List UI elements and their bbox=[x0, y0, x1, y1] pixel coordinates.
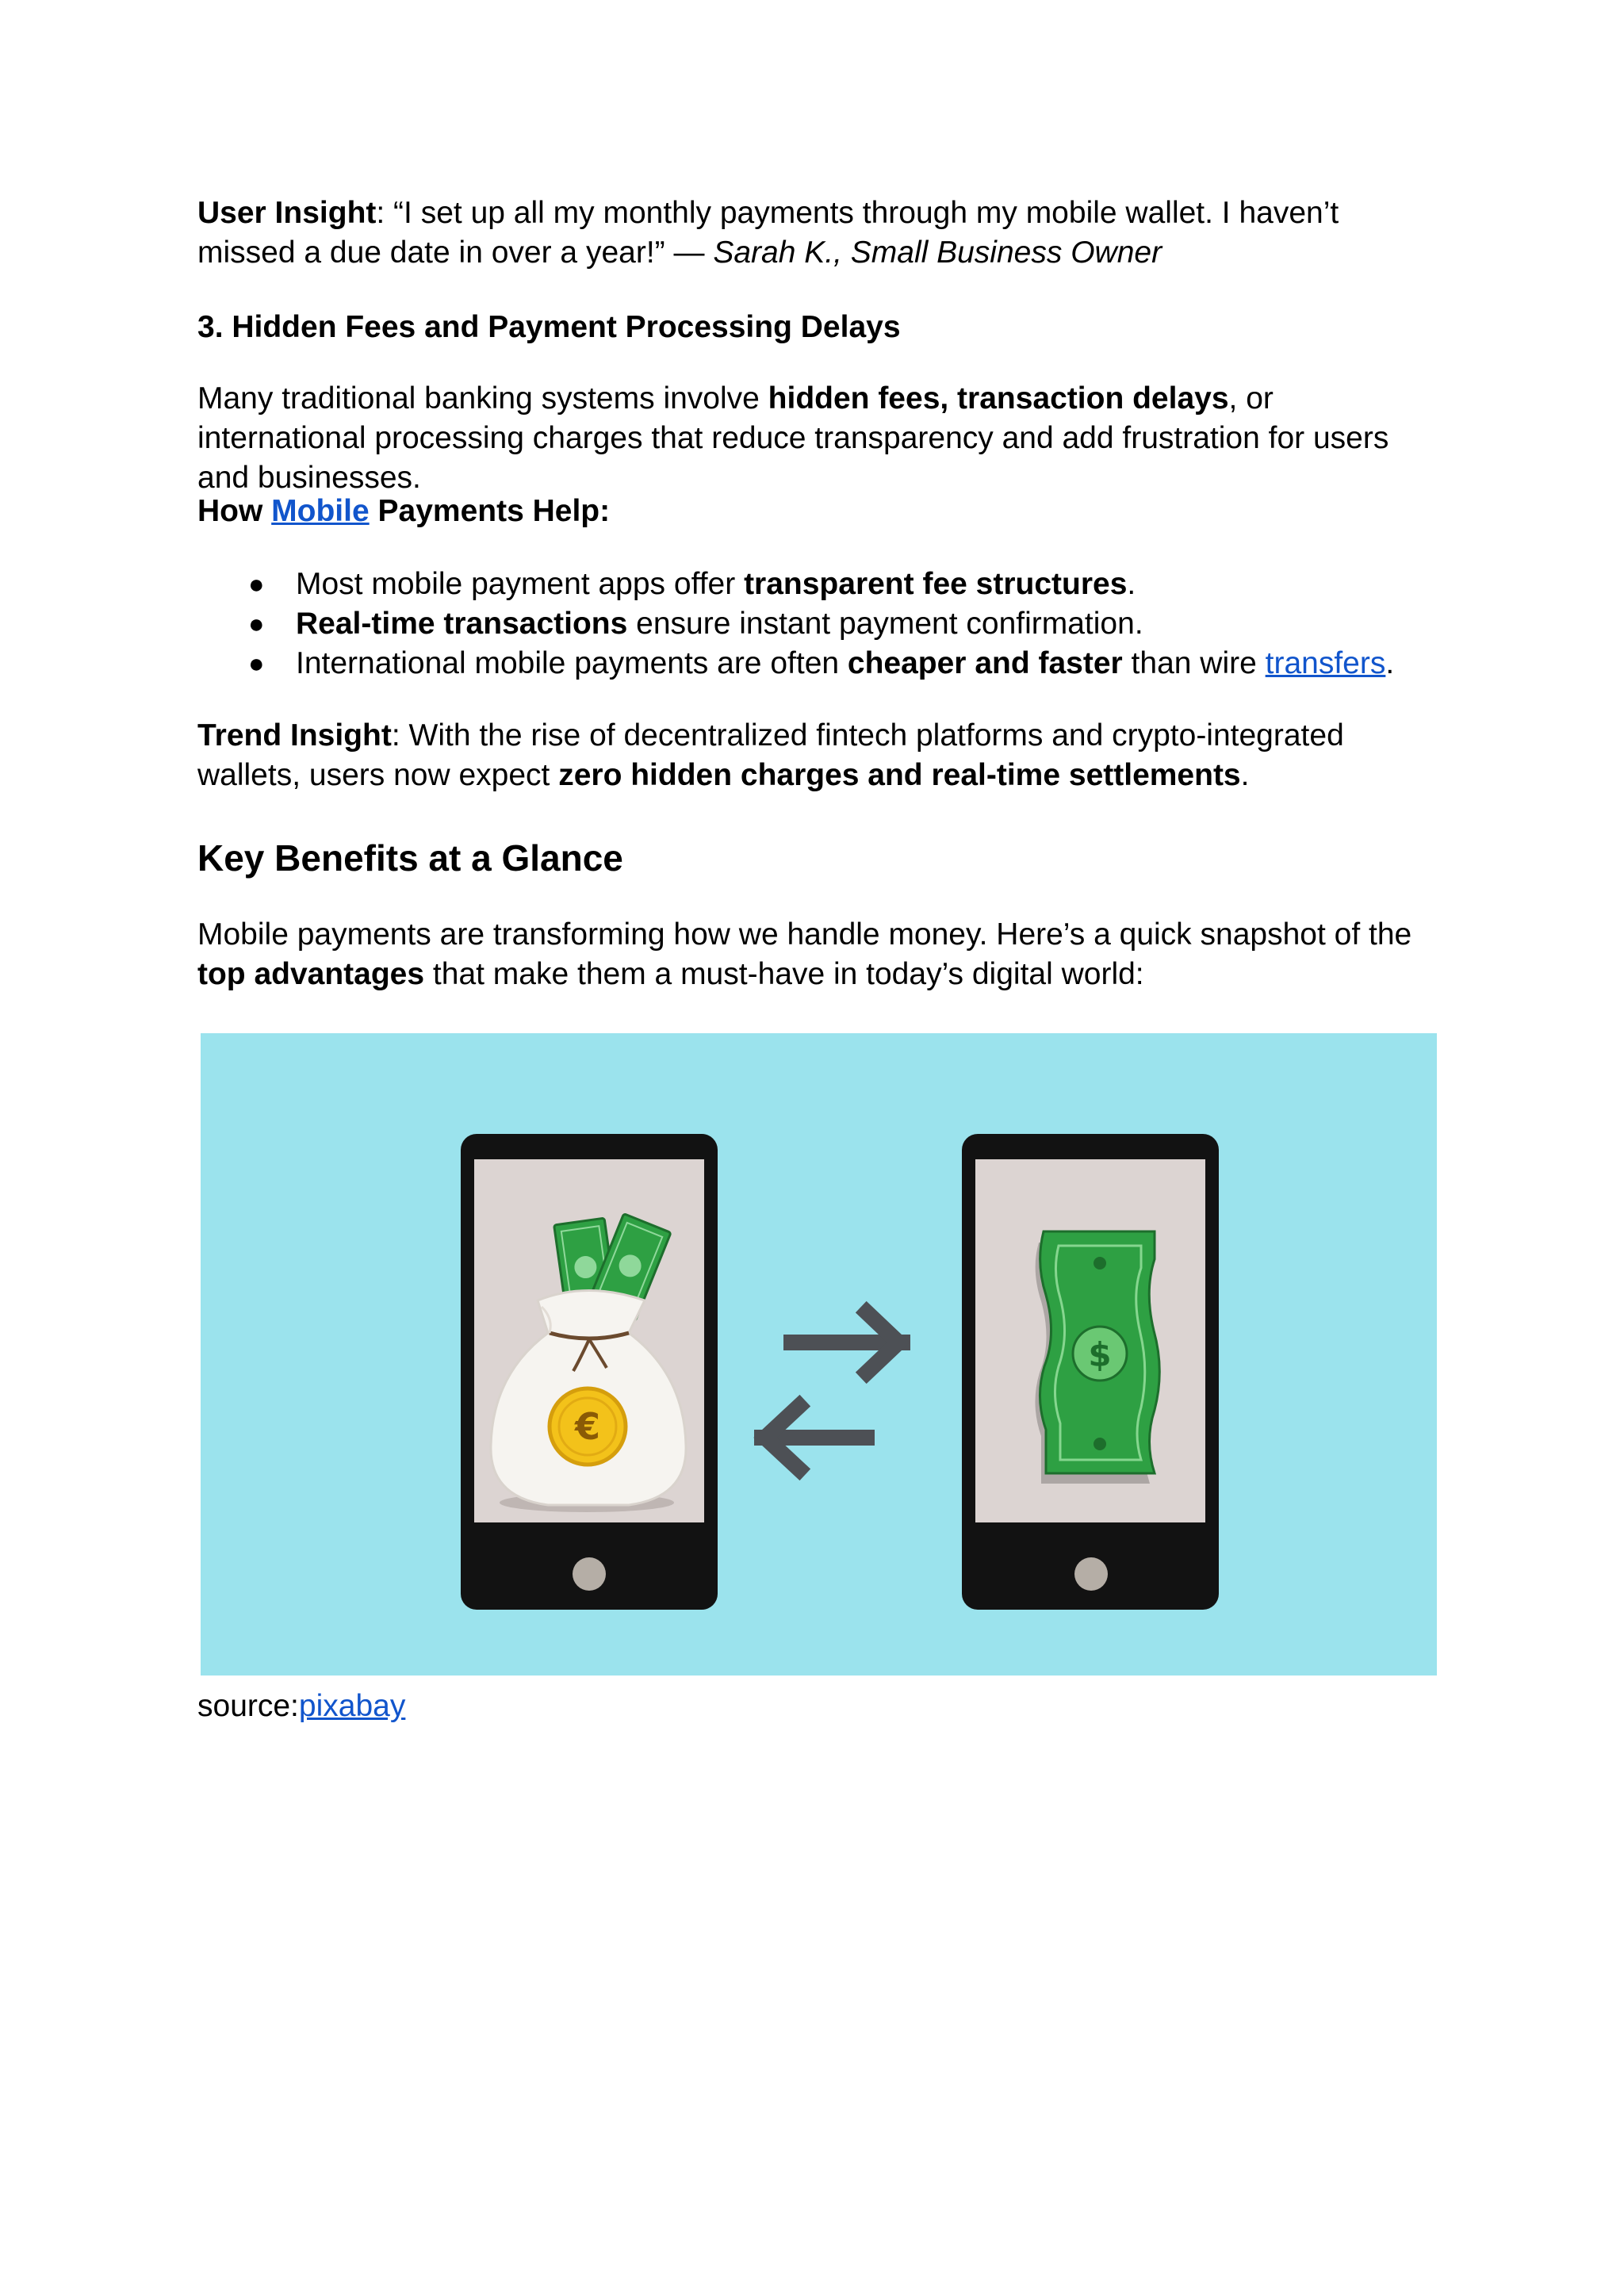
key-benefits-paragraph bbox=[197, 915, 1434, 994]
section-heading-key-benefits: Key Benefits at a Glance bbox=[197, 837, 623, 879]
left-phone-home-button bbox=[573, 1557, 606, 1591]
benefits-bullet-list bbox=[197, 565, 1434, 684]
bullet-text-pre: Most mobile payment apps offer bbox=[296, 567, 745, 601]
bullet-text-post: . bbox=[1385, 646, 1395, 680]
image-source-caption bbox=[197, 1687, 1434, 1726]
hidden-fees-paragraph bbox=[197, 379, 1434, 498]
key-benefits-text-a: Mobile payments are transforming how we handle money. Here’s a quick snapshot of the bbox=[197, 917, 1412, 952]
transfers-link[interactable]: transfers bbox=[1265, 646, 1386, 680]
bullet-bold: cheaper and faster bbox=[847, 646, 1123, 680]
user-insight-quote: : “I set up all my monthly payments through my mobile wallet. I haven’t missed a due date in over a year!” — bbox=[197, 196, 1339, 270]
trend-insight-label: Trend Insight bbox=[197, 718, 392, 753]
pixabay-link[interactable]: pixabay bbox=[298, 1689, 406, 1723]
how-help-pre: How bbox=[197, 494, 272, 528]
hidden-fees-bold: hidden fees, transaction delays bbox=[768, 381, 1229, 416]
section-heading-hidden-fees: 3. Hidden Fees and Payment Processing Delays bbox=[197, 310, 901, 344]
bullet-text-pre: International mobile payments are often bbox=[296, 646, 848, 680]
mobile-payment-illustration bbox=[201, 1033, 1437, 1676]
user-insight-attribution: Sarah K., Small Business Owner bbox=[713, 236, 1162, 270]
trend-insight-text-b: . bbox=[1240, 758, 1250, 792]
bullet-dot-icon: ● bbox=[248, 569, 265, 599]
bullet-text-post: ensure instant payment confirmation. bbox=[627, 607, 1143, 641]
hidden-fees-text-b: , or international processing charges that reduce transparency and add frustration for users and businesses. bbox=[197, 381, 1389, 495]
exchange-arrows-icon bbox=[762, 1312, 902, 1469]
bullet-text-mid: than wire bbox=[1122, 646, 1266, 680]
dollar-bill-icon bbox=[1035, 1231, 1159, 1484]
how-help-post: Payments Help: bbox=[369, 494, 611, 528]
right-phone-home-button bbox=[1074, 1557, 1108, 1591]
bullet-bold: Real-time transactions bbox=[296, 607, 628, 641]
hidden-fees-text-a: Many traditional banking systems involve bbox=[197, 381, 768, 416]
bullet-dot-icon: ● bbox=[248, 649, 265, 679]
how-mobile-payments-help-heading bbox=[197, 492, 1434, 531]
list-item bbox=[197, 604, 1434, 644]
illustration-svg bbox=[201, 1033, 1437, 1676]
source-label: source: bbox=[197, 1689, 299, 1723]
trend-insight-paragraph bbox=[197, 716, 1434, 795]
trend-insight-bold: zero hidden charges and real-time settlements bbox=[558, 758, 1241, 792]
bullet-text-post: . bbox=[1127, 567, 1136, 601]
user-insight-label: User Insight bbox=[197, 196, 377, 230]
bullet-bold: transparent fee structures bbox=[744, 567, 1128, 601]
mobile-link[interactable]: Mobile bbox=[271, 494, 370, 528]
dollar-symbol: $ bbox=[1088, 1335, 1112, 1374]
key-benefits-bold: top advantages bbox=[197, 957, 425, 991]
trend-insight-text-a: : With the rise of decentralized fintech platforms and crypto-integrated wallets, users now expect bbox=[197, 718, 1344, 792]
key-benefits-text-b: that make them a must-have in today’s digital world: bbox=[424, 957, 1144, 991]
euro-coin-symbol: € bbox=[574, 1405, 601, 1448]
user-insight-paragraph bbox=[197, 193, 1434, 273]
list-item bbox=[197, 644, 1434, 684]
bullet-dot-icon: ● bbox=[248, 609, 265, 639]
list-item bbox=[197, 565, 1434, 604]
